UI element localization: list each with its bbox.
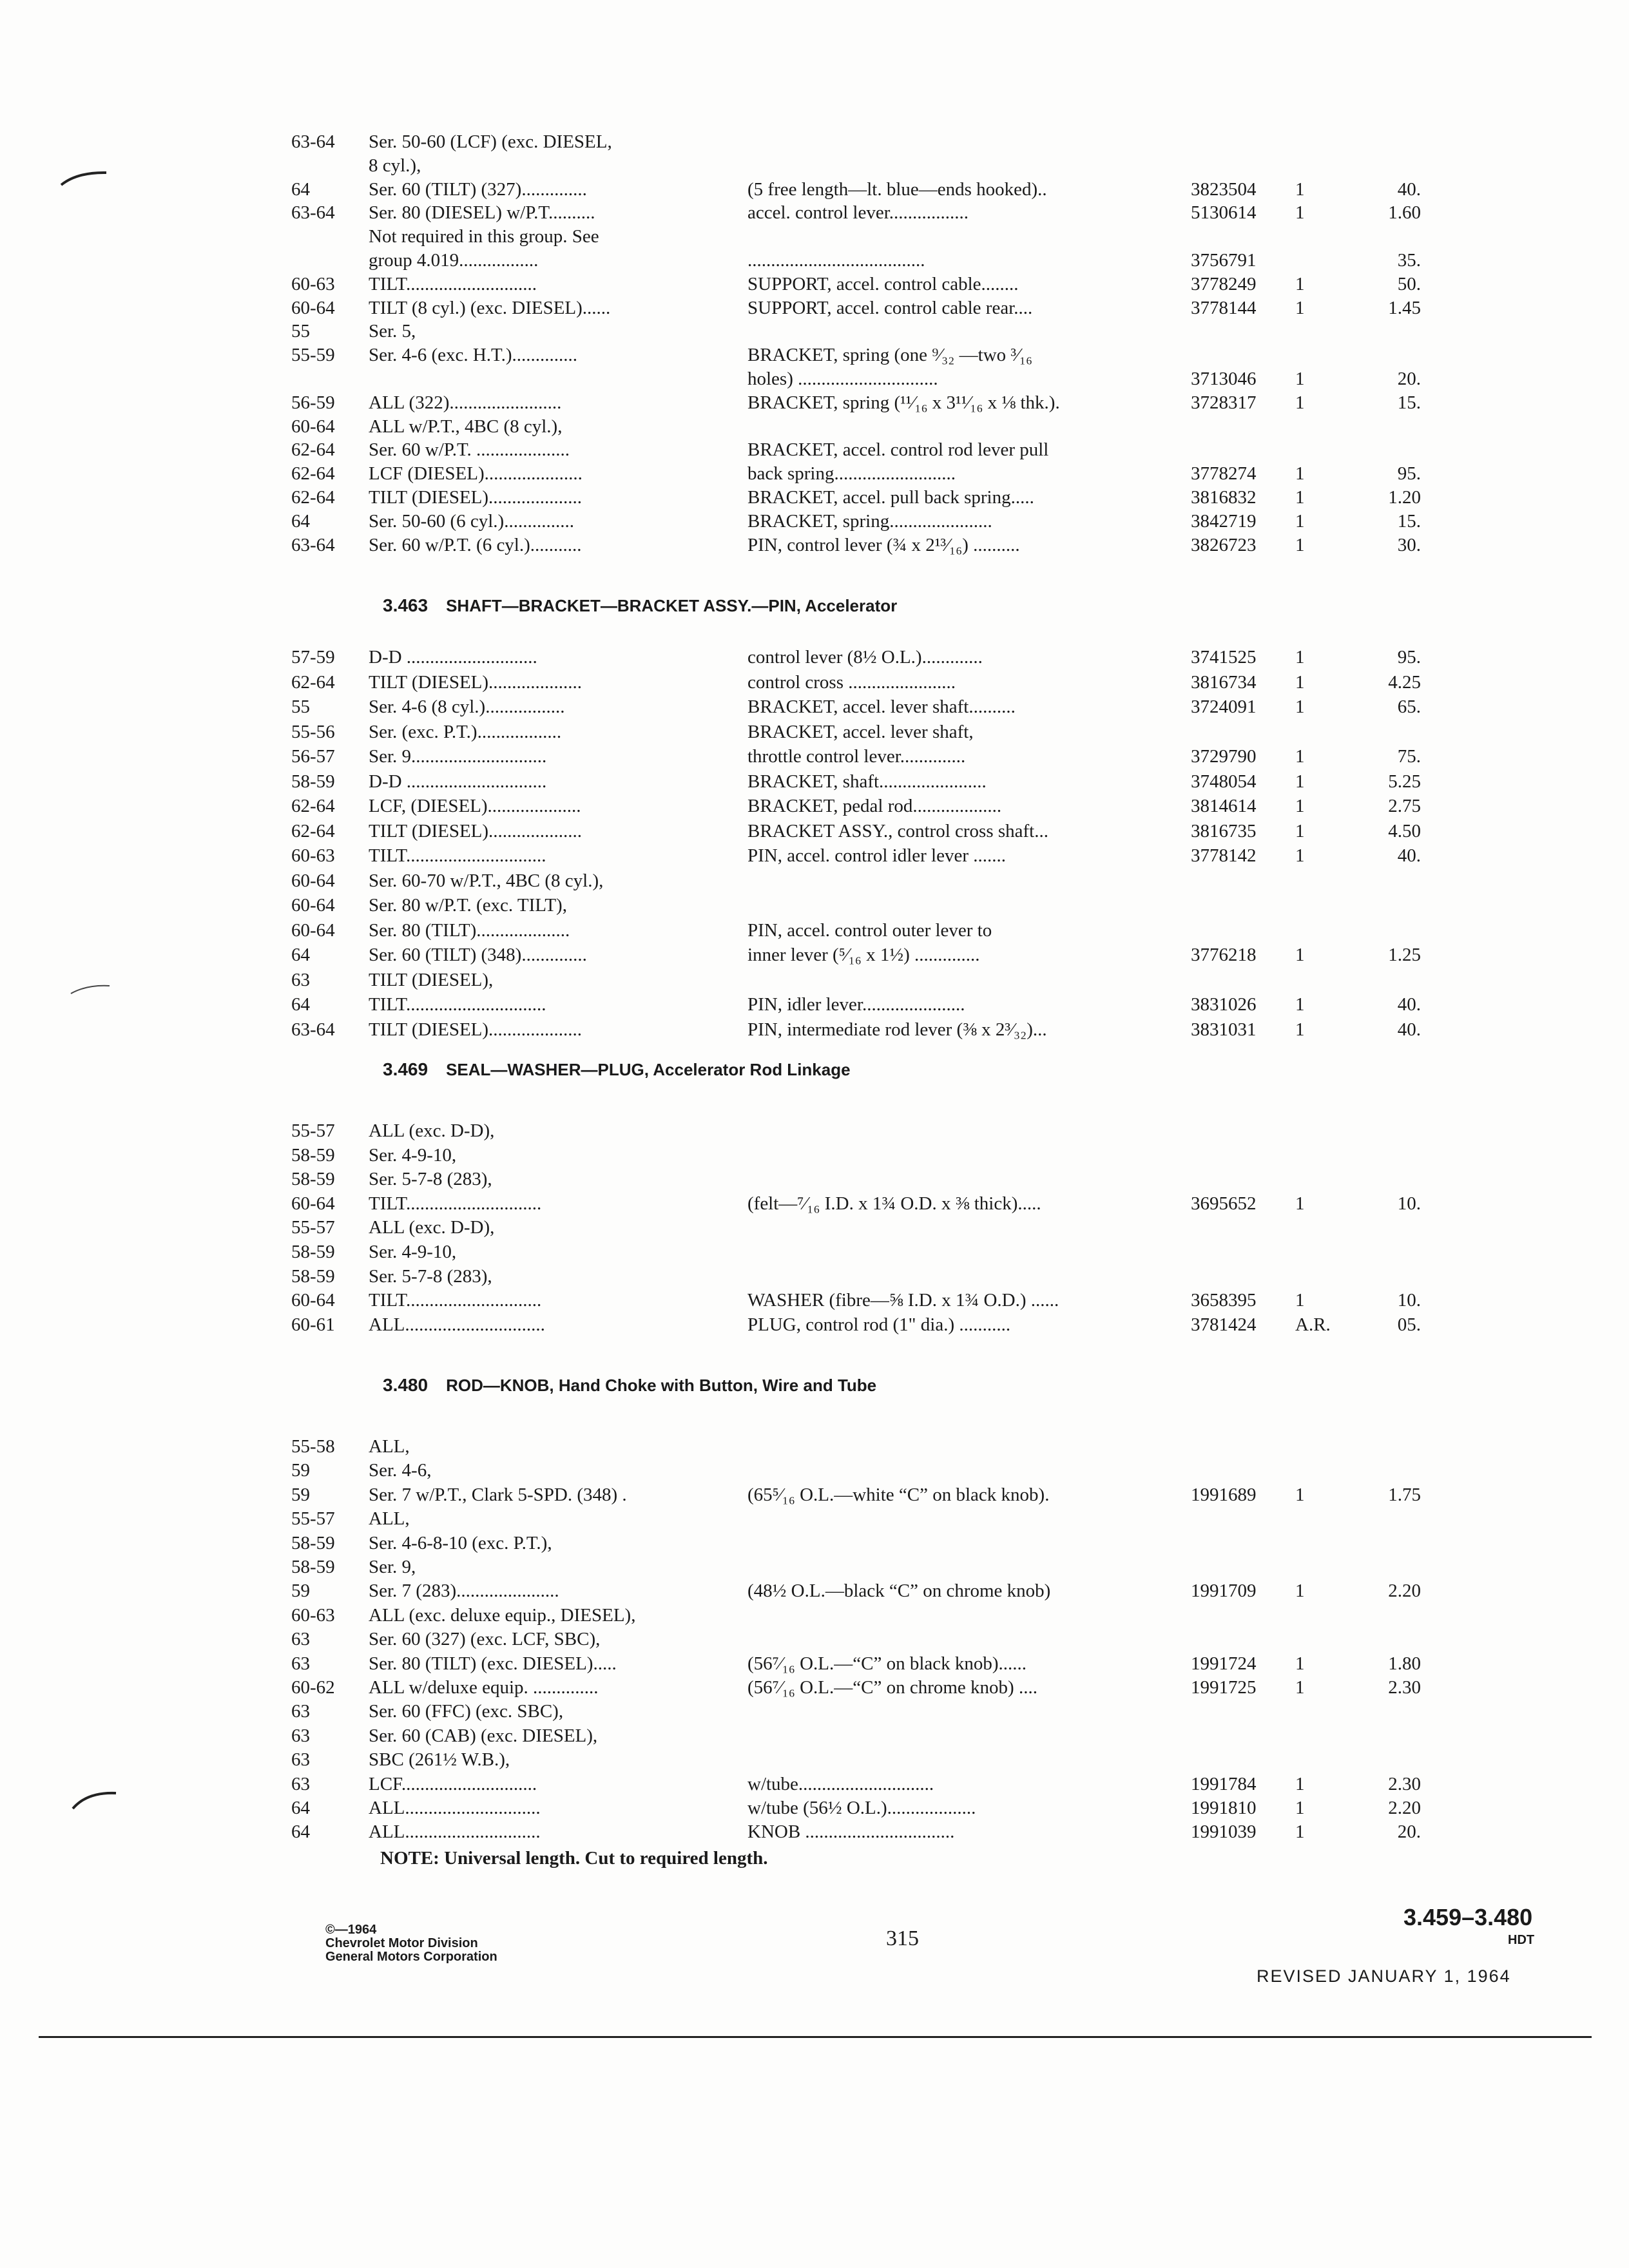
division: Chevrolet Motor Division	[325, 1936, 478, 1950]
copyright: ©—1964	[325, 1923, 377, 1937]
description: (5 free length—lt. blue—ends hooked)..	[747, 179, 1047, 200]
year-range: 64	[291, 179, 310, 200]
parts-row	[0, 1698, 1629, 1724]
series-text: TILT (8 cyl.) (exc. DIESEL)......	[369, 298, 611, 318]
parts-row: holes) .............................. 3713046 1 .20	[0, 366, 1629, 392]
series-text: Ser. 60 (327) (exc. LCF, SBC),	[369, 1629, 601, 1649]
parts-row	[0, 1457, 1629, 1483]
margin-mark	[58, 169, 110, 188]
year-range: 60-64	[291, 895, 335, 916]
series-text: Ser. 7 w/P.T., Clark 5-SPD. (348) .	[369, 1485, 627, 1505]
section-number: 3.480	[383, 1375, 429, 1395]
series-text: TILT (DIESEL)....................	[369, 672, 583, 693]
series-text: ALL.............................	[369, 1798, 541, 1818]
part-number: 3831026	[1191, 994, 1257, 1015]
year-range: 63-64	[291, 202, 335, 223]
quantity: 1	[1295, 1677, 1305, 1698]
parts-row: 58-59 D-D .............................. BRACKET, shaft....................... 3748054 1 5.25	[0, 769, 1629, 794]
note-text: NOTE: Universal length. Cut to required length.	[380, 1848, 768, 1869]
series-text: ALL,	[369, 1508, 410, 1529]
series-text: Ser. 7 (283)......................	[369, 1581, 559, 1601]
parts-row: 62-64 LCF, (DIESEL).................... BRACKET, pedal rod................... 3814614 1 2.75	[0, 793, 1629, 819]
series-text: LCF (DIESEL).....................	[369, 463, 583, 484]
year-range: 58-59	[291, 1145, 335, 1166]
part-number: 3741525	[1191, 647, 1257, 668]
description: WASHER (fibre—⅝ I.D. x 1¾ O.D.) ......	[747, 1290, 1059, 1311]
year-range: 60-64	[291, 298, 335, 318]
part-number: 3658395	[1191, 1290, 1257, 1311]
part-number: 3695652	[1191, 1193, 1257, 1214]
description: SUPPORT, accel. control cable........	[747, 274, 1019, 294]
description: BRACKET, spring (¹¹⁄₁₆ x 3¹¹⁄₁₆ x ⅛ thk.).	[747, 392, 1060, 413]
description: BRACKET, accel. pull back spring.....	[747, 487, 1034, 508]
description: (65⁵⁄₁₆ O.L.—white “C” on black knob).	[747, 1485, 1050, 1505]
year-range: 62-64	[291, 672, 335, 693]
series-text: ALL w/P.T., 4BC (8 cyl.),	[369, 416, 563, 437]
series-text: Ser. 5-7-8 (283),	[369, 1266, 492, 1287]
parts-row	[0, 1602, 1629, 1628]
quantity: 1	[1295, 1821, 1305, 1842]
description: BRACKET, spring (one ⁹⁄₃₂ —two ³⁄₁₆	[747, 345, 1033, 365]
parts-row	[0, 1239, 1629, 1265]
part-number: 1991039	[1191, 1821, 1257, 1842]
series-text: Ser. 9.............................	[369, 746, 547, 767]
parts-row: 62-64 TILT (DIESEL).................... control cross ....................... 3816734 1 4.25	[0, 669, 1629, 695]
description: SUPPORT, accel. control cable rear....	[747, 298, 1033, 318]
series-text: TILT..............................	[369, 994, 546, 1015]
year-range: 60-61	[291, 1314, 335, 1335]
series-text: ALL (exc. D-D),	[369, 1217, 495, 1238]
parts-row: 57-59 D-D ............................ control lever (8½ O.L.)............. 3741525 1 .95	[0, 644, 1629, 670]
series-text: Ser. 60 (CAB) (exc. DIESEL),	[369, 1725, 598, 1746]
parts-row	[0, 1723, 1629, 1749]
series-text: TILT..............................	[369, 845, 546, 866]
revision-date: REVISED JANUARY 1, 1964	[1257, 1966, 1511, 1986]
quantity: 1	[1295, 796, 1305, 816]
series-text: ALL w/deluxe equip. ..............	[369, 1677, 599, 1698]
year-range: 63-64	[291, 535, 335, 555]
year-range: 62-64	[291, 796, 335, 816]
parts-row	[0, 1626, 1629, 1652]
description: BRACKET ASSY., control cross shaft...	[747, 821, 1048, 841]
parts-row: 63 Ser. 80 (TILT) (exc. DIESEL)..... (56⁷⁄₁₆ O.L.—“C” on black knob)...... 1991724 1 1.80	[0, 1651, 1629, 1677]
series-text: Ser. 60 w/P.T. ....................	[369, 439, 570, 460]
part-number: 3776218	[1191, 945, 1257, 965]
parts-row: 60-64 TILT............................. (felt—⁷⁄₁₆ I.D. x 1¾ O.D. x ⅜ thick)..... 3695652 1 .10	[0, 1191, 1629, 1216]
parts-row	[0, 1434, 1629, 1459]
part-number: 3729790	[1191, 746, 1257, 767]
series-text: D-D ..............................	[369, 771, 547, 792]
description: BRACKET, accel. lever shaft,	[747, 722, 974, 742]
series-text: Ser. 60 (FFC) (exc. SBC),	[369, 1701, 564, 1722]
series-text: Ser. 9,	[369, 1557, 416, 1577]
parts-row	[0, 719, 1629, 745]
year-range: 64	[291, 994, 310, 1015]
parts-row	[0, 918, 1629, 943]
quantity: 1	[1295, 535, 1305, 555]
parts-row: 60-62 ALL w/deluxe equip. .............. (56⁷⁄₁₆ O.L.—“C” on chrome knob) .... 1991725 1 2.30	[0, 1675, 1629, 1700]
series-text: Ser. 50-60 (6 cyl.)...............	[369, 511, 574, 532]
description: KNOB ................................	[747, 1821, 955, 1842]
part-number: 1991709	[1191, 1581, 1257, 1601]
year-range: 55	[291, 321, 310, 341]
description: control lever (8½ O.L.).............	[747, 647, 983, 668]
year-range: 64	[291, 945, 310, 965]
parts-row: 64 Ser. 50-60 (6 cyl.)............... BRACKET, spring...................... 3842719 1 .15	[0, 508, 1629, 534]
year-range: 64	[291, 511, 310, 532]
year-range: 60-63	[291, 274, 335, 294]
description: BRACKET, spring......................	[747, 511, 992, 532]
year-range: 63-64	[291, 131, 335, 152]
quantity: 1	[1295, 697, 1305, 717]
year-range: 59	[291, 1485, 310, 1505]
series-text: Ser. 4-9-10,	[369, 1145, 457, 1166]
year-range: 58-59	[291, 1557, 335, 1577]
parts-row: 60-61 ALL.............................. PLUG, control rod (1" dia.) ........... 3781424 A.R. .05	[0, 1312, 1629, 1338]
description: (48½ O.L.—black “C” on chrome knob)	[747, 1581, 1051, 1601]
part-number: 3778249	[1191, 274, 1257, 294]
description: BRACKET, accel. control rod lever pull	[747, 439, 1049, 460]
year-range: 58-59	[291, 1242, 335, 1262]
description: (felt—⁷⁄₁₆ I.D. x 1¾ O.D. x ⅜ thick).....	[747, 1193, 1041, 1214]
year-range: 55	[291, 697, 310, 717]
series-text: group 4.019.................	[369, 250, 539, 271]
year-range: 58-59	[291, 1169, 335, 1189]
parts-row	[0, 437, 1629, 463]
description: PIN, control lever (¾ x 2¹³⁄₁₆) ..........	[747, 535, 1020, 555]
parts-row: 60-64 TILT............................. WASHER (fibre—⅝ I.D. x 1¾ O.D.) ...... 3658395 1 .10	[0, 1287, 1629, 1313]
part-number: 3816832	[1191, 487, 1257, 508]
part-number: 3748054	[1191, 771, 1257, 792]
year-range: 60-64	[291, 1290, 335, 1311]
year-range: 64	[291, 1798, 310, 1818]
part-number: 5130614	[1191, 202, 1257, 223]
parts-row: 63-64 Ser. 60 w/P.T. (6 cyl.)........... PIN, control lever (¾ x 2¹³⁄₁₆) .......... 3826723 1 .30	[0, 532, 1629, 558]
part-number: 3713046	[1191, 369, 1257, 389]
part-number: 3756791	[1191, 250, 1257, 271]
part-number: 1991724	[1191, 1653, 1257, 1674]
series-text: 8 cyl.),	[369, 155, 421, 176]
parts-row: 60-64 TILT (8 cyl.) (exc. DIESEL)...... SUPPORT, accel. control cable rear.... 3778144 1 1.45	[0, 295, 1629, 321]
parts-row: 63-64 TILT (DIESEL).................... PIN, intermediate rod lever (⅜ x 2³⁄₃₂)... 3831031 1 .40	[0, 1017, 1629, 1043]
parts-row	[0, 1118, 1629, 1144]
year-range: 56-59	[291, 392, 335, 413]
series-text: TILT.............................	[369, 1193, 542, 1214]
series-text: TILT.............................	[369, 1290, 542, 1311]
parts-row	[0, 318, 1629, 344]
series-text: ALL (exc. deluxe equip., DIESEL),	[369, 1605, 636, 1626]
page-number: 315	[886, 1927, 919, 1950]
series-text: Ser. 80 (TILT)....................	[369, 920, 570, 941]
parts-row	[0, 129, 1629, 155]
quantity: 1	[1295, 298, 1305, 318]
parts-row	[0, 892, 1629, 918]
series-text: Ser. 60-70 w/P.T., 4BC (8 cyl.),	[369, 870, 604, 891]
description: inner lever (⁵⁄₁₆ x 1½) ..............	[747, 945, 980, 965]
part-number: 3724091	[1191, 697, 1257, 717]
parts-row: 64 ALL............................. KNOB ................................ 1991039 1 .20	[0, 1819, 1629, 1845]
part-number: 3826723	[1191, 535, 1257, 555]
description: accel. control lever.................	[747, 202, 969, 223]
section-heading	[383, 1372, 876, 1398]
parts-row: 63-64 Ser. 80 (DIESEL) w/P.T.......... accel. control lever................. 5130614 1 1.60	[0, 200, 1629, 226]
series-text: Ser. 4-6-8-10 (exc. P.T.),	[369, 1533, 552, 1553]
part-number: 1991784	[1191, 1774, 1257, 1794]
year-range: 60-64	[291, 870, 335, 891]
series-text: Not required in this group. See	[369, 226, 599, 247]
description: w/tube (56½ O.L.)...................	[747, 1798, 976, 1818]
year-range: 62-64	[291, 487, 335, 508]
section-title: SHAFT—BRACKET—BRACKET ASSY.—PIN, Accelerator	[446, 596, 898, 615]
quantity: 1	[1295, 1485, 1305, 1505]
series-text: Ser. 50-60 (LCF) (exc. DIESEL,	[369, 131, 612, 152]
year-range: 63	[291, 1629, 310, 1649]
parts-row	[0, 1215, 1629, 1240]
parts-row	[0, 1166, 1629, 1192]
parts-row: 63 LCF............................. w/tube............................. 1991784 1 2.30	[0, 1771, 1629, 1797]
series-text: ALL (322)........................	[369, 392, 562, 413]
part-number: 3816735	[1191, 821, 1257, 841]
section-heading	[383, 1057, 851, 1082]
parts-row: 56-57 Ser. 9............................. throttle control lever.............. 3729790 1 .75	[0, 744, 1629, 769]
parts-row: 59 Ser. 7 (283)...................... (48½ O.L.—black “C” on chrome knob) 1991709 1 2.20	[0, 1578, 1629, 1604]
part-number: 3778144	[1191, 298, 1257, 318]
series-text: Ser. 5-7-8 (283),	[369, 1169, 492, 1189]
parts-row: 64 Ser. 60 (TILT) (327).............. (5 free length—lt. blue—ends hooked).. 3823504 1 .40	[0, 177, 1629, 202]
series-text: Ser. 60 (TILT) (327)..............	[369, 179, 587, 200]
year-range: 60-63	[291, 1605, 335, 1626]
part-number: 3728317	[1191, 392, 1257, 413]
quantity: 1	[1295, 202, 1305, 223]
series-text: Ser. (exc. P.T.)..................	[369, 722, 562, 742]
copyright-block	[325, 1923, 497, 1964]
quantity: 1	[1295, 821, 1305, 841]
part-number: 1991810	[1191, 1798, 1257, 1818]
year-range: 58-59	[291, 1533, 335, 1553]
year-range: 64	[291, 1821, 310, 1842]
quantity: 1	[1295, 1193, 1305, 1214]
series-text: Ser. 5,	[369, 321, 416, 341]
year-range: 55-57	[291, 1120, 335, 1141]
quantity: 1	[1295, 647, 1305, 668]
parts-row	[0, 868, 1629, 894]
part-number: 3823504	[1191, 179, 1257, 200]
year-range: 63	[291, 970, 310, 990]
series-text: Ser. 60 (TILT) (348)..............	[369, 945, 587, 965]
section-number: 3.469	[383, 1059, 429, 1079]
year-range: 62-64	[291, 439, 335, 460]
series-text: Ser. 4-9-10,	[369, 1242, 457, 1262]
parts-row: 64 ALL............................. w/tube (56½ O.L.)................... 1991810 1 2.20	[0, 1795, 1629, 1821]
corporation: General Motors Corporation	[325, 1950, 497, 1964]
parts-row: 59 Ser. 7 w/P.T., Clark 5-SPD. (348) . (65⁵⁄₁₆ O.L.—white “C” on black knob). 1991689 1 1.75	[0, 1482, 1629, 1508]
series-text: ALL,	[369, 1436, 410, 1457]
series-text: Ser. 80 w/P.T. (exc. TILT),	[369, 895, 567, 916]
section-title: ROD—KNOB, Hand Choke with Button, Wire and Tube	[446, 1376, 877, 1395]
parts-row	[0, 342, 1629, 368]
quantity: 1	[1295, 994, 1305, 1015]
description: throttle control lever..............	[747, 746, 966, 767]
year-range: 62-64	[291, 463, 335, 484]
description: BRACKET, accel. lever shaft..........	[747, 697, 1016, 717]
part-number: 3842719	[1191, 511, 1257, 532]
series-text: TILT (DIESEL)....................	[369, 487, 583, 508]
series-text: ALL..............................	[369, 1314, 545, 1335]
series-text: Ser. 4-6 (8 cyl.).................	[369, 697, 565, 717]
year-range: 58-59	[291, 771, 335, 792]
quantity: 1	[1295, 463, 1305, 484]
parts-row	[0, 967, 1629, 993]
description: (56⁷⁄₁₆ O.L.—“C” on chrome knob) ....	[747, 1677, 1037, 1698]
quantity: 1	[1295, 845, 1305, 866]
parts-row: 62-64 TILT (DIESEL).................... BRACKET, accel. pull back spring..... 3816832 1 1.20	[0, 485, 1629, 510]
series-text: D-D ............................	[369, 647, 537, 668]
bottom-rule	[39, 2036, 1592, 2038]
year-range: 60-64	[291, 416, 335, 437]
quantity: 1	[1295, 771, 1305, 792]
parts-row	[0, 153, 1629, 178]
quantity: 1	[1295, 1290, 1305, 1311]
quantity: 1	[1295, 1774, 1305, 1794]
year-range: 63-64	[291, 1019, 335, 1040]
series-text: Ser. 4-6,	[369, 1460, 432, 1481]
year-range: 60-62	[291, 1677, 335, 1698]
parts-row: 56-59 ALL (322)........................ BRACKET, spring (¹¹⁄₁₆ x 3¹¹⁄₁₆ x ⅛ thk.). 3728317 1 .15	[0, 390, 1629, 416]
year-range: 63	[291, 1749, 310, 1770]
description: ......................................	[747, 250, 925, 271]
part-number: 3778274	[1191, 463, 1257, 484]
part-number: 3814614	[1191, 796, 1257, 816]
quantity: 1	[1295, 945, 1305, 965]
part-number: 3816734	[1191, 672, 1257, 693]
description: holes) ..............................	[747, 369, 938, 389]
year-range: 63	[291, 1653, 310, 1674]
description: (56⁷⁄₁₆ O.L.—“C” on black knob)......	[747, 1653, 1027, 1674]
part-number: 1991689	[1191, 1485, 1257, 1505]
description: PIN, accel. control outer lever to	[747, 920, 992, 941]
year-range: 60-64	[291, 1193, 335, 1214]
parts-row: 62-64 LCF (DIESEL)..................... back spring.......................... 3778274 1 .95	[0, 461, 1629, 486]
parts-row: 64 TILT.............................. PIN, idler lever...................... 3831026 1 .40	[0, 992, 1629, 1017]
parts-row: 64 Ser. 60 (TILT) (348).............. inner lever (⁵⁄₁₆ x 1½) .............. 3776218 1 1.25	[0, 942, 1629, 968]
quantity: 1	[1295, 179, 1305, 200]
series-text: SBC (261½ W.B.),	[369, 1749, 510, 1770]
part-number: 3778142	[1191, 845, 1257, 866]
year-range: 56-57	[291, 746, 335, 767]
quantity: 1	[1295, 369, 1305, 389]
year-range: 55-57	[291, 1508, 335, 1529]
description: back spring..........................	[747, 463, 956, 484]
parts-row: 55 Ser. 4-6 (8 cyl.)................. BRACKET, accel. lever shaft.......... 3724091 1 .65	[0, 694, 1629, 720]
margin-mark	[68, 979, 113, 999]
parts-row	[0, 414, 1629, 439]
series-text: ALL.............................	[369, 1821, 541, 1842]
parts-row	[0, 1506, 1629, 1532]
series-text: Ser. 80 (DIESEL) w/P.T..........	[369, 202, 595, 223]
description: PIN, accel. control idler lever .......	[747, 845, 1007, 866]
parts-row: 60-63 TILT.............................. PIN, accel. control idler lever ....... 3778142 1 .40	[0, 843, 1629, 869]
description: BRACKET, pedal rod...................	[747, 796, 1002, 816]
group-range: 3.459–3.480	[1403, 1904, 1533, 1930]
part-number: 1991725	[1191, 1677, 1257, 1698]
quantity: 1	[1295, 672, 1305, 693]
year-range: 63	[291, 1701, 310, 1722]
parts-row: group 4.019................. ...................................... 3756791 .35	[0, 247, 1629, 273]
parts-row	[0, 224, 1629, 249]
year-range: 59	[291, 1581, 310, 1601]
quantity: 1	[1295, 511, 1305, 532]
quantity: 1	[1295, 1653, 1305, 1674]
parts-row	[0, 1142, 1629, 1168]
year-range: 59	[291, 1460, 310, 1481]
description: BRACKET, shaft.......................	[747, 771, 987, 792]
parts-row	[0, 1747, 1629, 1773]
series-text: ALL (exc. D-D),	[369, 1120, 495, 1141]
series-text: LCF, (DIESEL)....................	[369, 796, 581, 816]
vehicle-code: HDT	[1508, 1933, 1535, 1947]
quantity: 1	[1295, 746, 1305, 767]
section-number: 3.463	[383, 595, 429, 615]
year-range: 55-56	[291, 722, 335, 742]
year-range: 58-59	[291, 1266, 335, 1287]
year-range: 55-57	[291, 1217, 335, 1238]
quantity: 1	[1295, 392, 1305, 413]
series-text: LCF.............................	[369, 1774, 537, 1794]
year-range: 62-64	[291, 821, 335, 841]
description: w/tube.............................	[747, 1774, 934, 1794]
quantity: 1	[1295, 487, 1305, 508]
parts-row	[0, 1264, 1629, 1289]
year-range: 57-59	[291, 647, 335, 668]
series-text: Ser. 60 w/P.T. (6 cyl.)...........	[369, 535, 582, 555]
year-range: 55-59	[291, 345, 335, 365]
part-number: 3831031	[1191, 1019, 1257, 1040]
margin-mark	[68, 1788, 119, 1814]
description: control cross .......................	[747, 672, 956, 693]
part-number: 3781424	[1191, 1314, 1257, 1335]
parts-row: 60-63 TILT............................ SUPPORT, accel. control cable........ 3778249 1 .50	[0, 271, 1629, 297]
section-title: SEAL—WASHER—PLUG, Accelerator Rod Linkage	[446, 1060, 851, 1079]
year-range: 63	[291, 1725, 310, 1746]
series-text: TILT............................	[369, 274, 537, 294]
section-heading	[383, 593, 897, 619]
quantity: A.R.	[1295, 1314, 1331, 1335]
year-range: 63	[291, 1774, 310, 1794]
parts-row: 62-64 TILT (DIESEL).................... BRACKET ASSY., control cross shaft... 3816735 1 4.50	[0, 818, 1629, 844]
series-text: Ser. 4-6 (exc. H.T.)..............	[369, 345, 578, 365]
year-range: 55-58	[291, 1436, 335, 1457]
series-text: TILT (DIESEL),	[369, 970, 494, 990]
series-text: TILT (DIESEL)....................	[369, 821, 583, 841]
description: PLUG, control rod (1" dia.) ...........	[747, 1314, 1011, 1335]
parts-row	[0, 1530, 1629, 1556]
quantity: 1	[1295, 1019, 1305, 1040]
parts-row	[0, 1554, 1629, 1580]
year-range: 60-64	[291, 920, 335, 941]
description: PIN, idler lever......................	[747, 994, 965, 1015]
quantity: 1	[1295, 1798, 1305, 1818]
year-range: 60-63	[291, 845, 335, 866]
description: PIN, intermediate rod lever (⅜ x 2³⁄₃₂)...	[747, 1019, 1047, 1040]
quantity: 1	[1295, 274, 1305, 294]
series-text: Ser. 80 (TILT) (exc. DIESEL).....	[369, 1653, 617, 1674]
quantity: 1	[1295, 1581, 1305, 1601]
series-text: TILT (DIESEL)....................	[369, 1019, 583, 1040]
